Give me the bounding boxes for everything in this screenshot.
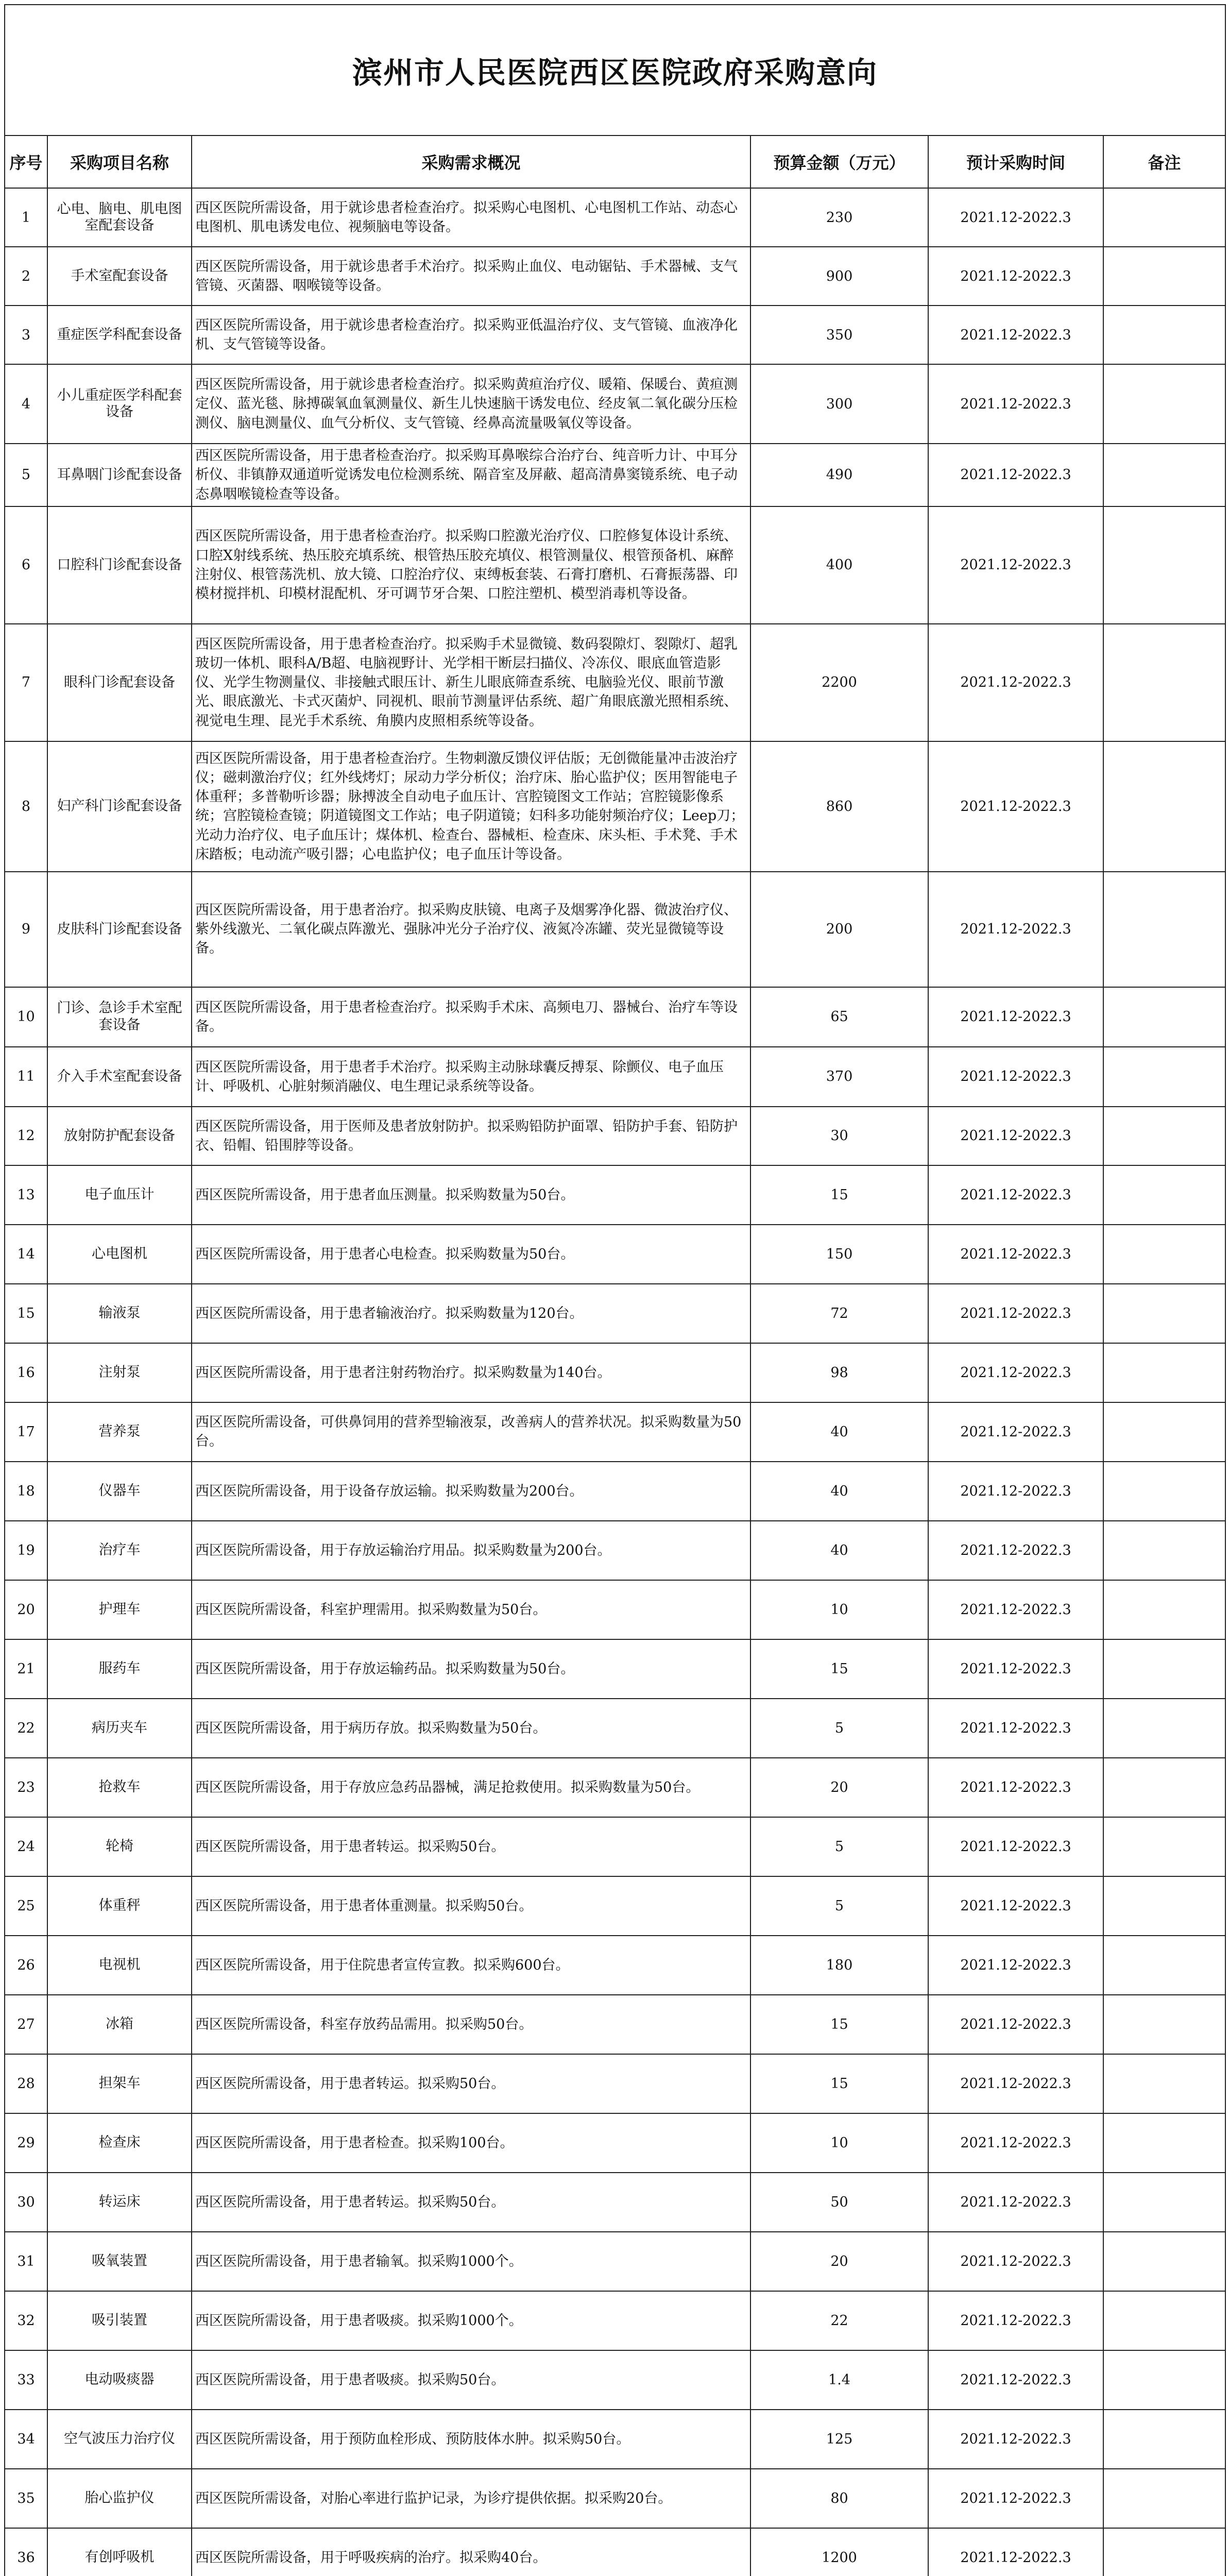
project-name: 营养泵 [47,1402,192,1462]
table-row [5,1876,1225,1936]
table-row [5,1758,1225,1817]
project-name: 有创呼吸机 [47,2528,192,2576]
row-number: 23 [5,1758,47,1817]
procurement-time: 2021.12-2022.3 [928,741,1103,872]
note [1103,1402,1225,1462]
description: 西区医院所需设备，用于就诊患者检查治疗。拟采购亚低温治疗仪、支气管镜、血液净化机、支气管镜等设备。 [192,306,750,364]
row-number: 14 [5,1225,47,1284]
note [1103,2528,1225,2576]
procurement-time: 2021.12-2022.3 [928,987,1103,1047]
row-number: 17 [5,1402,47,1462]
procurement-time: 2021.12-2022.3 [928,1521,1103,1580]
note [1103,2291,1225,2350]
budget-amount: 350 [750,306,928,364]
project-name: 心电、脑电、肌电图室配套设备 [47,188,192,247]
table-row [5,1343,1225,1402]
project-name: 治疗车 [47,1521,192,1580]
note [1103,1107,1225,1165]
header-note: 备注 [1103,135,1225,188]
row-number: 7 [5,624,47,741]
description: 西区医院所需设备，用于患者治疗。拟采购皮肤镜、电离子及烟雾净化器、微波治疗仪、紫外线激光、二氧化碳点阵激光、强脉冲光分子治疗仪、液氮冷冻罐、荧光显微镜等设备。 [192,872,750,987]
row-number: 22 [5,1699,47,1758]
note [1103,1284,1225,1343]
table-row [5,364,1225,444]
table-row [5,1817,1225,1876]
project-name: 转运床 [47,2173,192,2232]
description: 西区医院所需设备，用于患者检查治疗。拟采购耳鼻喉综合治疗台、纯音听力计、中耳分析仪、非镇静双通道听觉诱发电位检测系统、隔音室及屏蔽、超高清鼻窦镜系统、电子动态鼻咽喉镜检查等设备。 [192,444,750,506]
project-name: 病历夹车 [47,1699,192,1758]
procurement-time: 2021.12-2022.3 [928,1936,1103,1995]
header-budget: 预算金额（万元） [750,135,928,188]
budget-amount: 72 [750,1284,928,1343]
project-name: 吸引装置 [47,2291,192,2350]
table-body [5,188,1225,2576]
project-name: 仪器车 [47,1462,192,1521]
project-name: 重症医学科配套设备 [47,306,192,364]
row-number: 15 [5,1284,47,1343]
description: 西区医院所需设备，用于患者转运。拟采购50台。 [192,2173,750,2232]
description: 西区医院所需设备，用于患者注射药物治疗。拟采购数量为140台。 [192,1343,750,1402]
row-number: 2 [5,247,47,306]
budget-amount: 1.4 [750,2350,928,2410]
project-name: 电动吸痰器 [47,2350,192,2410]
row-number: 1 [5,188,47,247]
description: 西区医院所需设备，用于患者转运。拟采购50台。 [192,2054,750,2113]
table-row [5,2469,1225,2528]
note [1103,1165,1225,1225]
row-number: 3 [5,306,47,364]
header-project-name: 采购项目名称 [47,135,192,188]
table-row [5,2350,1225,2410]
row-number: 13 [5,1165,47,1225]
project-name: 电视机 [47,1936,192,1995]
row-number: 34 [5,2410,47,2469]
row-number: 35 [5,2469,47,2528]
table-row [5,1165,1225,1225]
budget-amount: 2200 [750,624,928,741]
note [1103,1639,1225,1699]
table-row [5,306,1225,364]
procurement-time: 2021.12-2022.3 [928,2469,1103,2528]
procurement-time: 2021.12-2022.3 [928,1462,1103,1521]
procurement-time: 2021.12-2022.3 [928,506,1103,624]
table-row [5,1462,1225,1521]
procurement-time: 2021.12-2022.3 [928,2173,1103,2232]
note [1103,2232,1225,2291]
description: 西区医院所需设备，用于患者吸痰。拟采购50台。 [192,2350,750,2410]
description: 西区医院所需设备，用于预防血栓形成、预防肢体水肿。拟采购50台。 [192,2410,750,2469]
row-number: 4 [5,364,47,444]
note [1103,2410,1225,2469]
table-row [5,1936,1225,1995]
description: 西区医院所需设备，用于患者血压测量。拟采购数量为50台。 [192,1165,750,1225]
note [1103,1462,1225,1521]
budget-amount: 300 [750,364,928,444]
budget-amount: 22 [750,2291,928,2350]
table-row [5,1639,1225,1699]
table-row [5,872,1225,987]
description: 西区医院所需设备，用于就诊患者检查治疗。拟采购心电图机、心电图机工作站、动态心电图机、肌电诱发电位、视频脑电等设备。 [192,188,750,247]
description: 西区医院所需设备，用于患者检查治疗。拟采购手术床、高频电刀、器械台、治疗车等设备。 [192,987,750,1047]
procurement-time: 2021.12-2022.3 [928,2232,1103,2291]
project-name: 小儿重症医学科配套设备 [47,364,192,444]
procurement-time: 2021.12-2022.3 [928,1758,1103,1817]
header-no: 序号 [5,135,47,188]
procurement-time: 2021.12-2022.3 [928,2113,1103,2173]
description: 西区医院所需设备，用于医师及患者放射防护。拟采购铅防护面罩、铅防护手套、铅防护衣、铅帽、铅围脖等设备。 [192,1107,750,1165]
description: 西区医院所需设备，用于患者检查治疗。拟采购口腔激光治疗仪、口腔修复体设计系统、口腔X射线系统、热压胶充填系统、根管热压胶充填仪、根管测量仪、根管预备机、麻醉注射仪、根管荡洗机、放大镜、口腔治疗仪、束缚板套装、石膏打磨机、石膏振荡器、印模材搅拌机、印模材混配机、牙可调节牙合架、口腔注塑机、模型消毒机等设备。 [192,506,750,624]
procurement-time: 2021.12-2022.3 [928,2054,1103,2113]
procurement-time: 2021.12-2022.3 [928,1047,1103,1107]
row-number: 30 [5,2173,47,2232]
budget-amount: 15 [750,1165,928,1225]
note [1103,624,1225,741]
procurement-time: 2021.12-2022.3 [928,872,1103,987]
note [1103,1995,1225,2054]
budget-amount: 50 [750,2173,928,2232]
table-row [5,2528,1225,2576]
description: 西区医院所需设备，科室存放药品需用。拟采购50台。 [192,1995,750,2054]
project-name: 服药车 [47,1639,192,1699]
project-name: 空气波压力治疗仪 [47,2410,192,2469]
description: 西区医院所需设备，用于存放运输药品。拟采购数量为50台。 [192,1639,750,1699]
budget-amount: 490 [750,444,928,506]
row-number: 20 [5,1580,47,1639]
description: 西区医院所需设备，用于患者输氧。拟采购1000个。 [192,2232,750,2291]
description: 西区医院所需设备，用于病历存放。拟采购数量为50台。 [192,1699,750,1758]
row-number: 26 [5,1936,47,1995]
description: 西区医院所需设备，对胎心率进行监护记录，为诊疗提供依据。拟采购20台。 [192,2469,750,2528]
table-row [5,2054,1225,2113]
budget-amount: 80 [750,2469,928,2528]
note [1103,1047,1225,1107]
table-row [5,1225,1225,1284]
procurement-time: 2021.12-2022.3 [928,2350,1103,2410]
table-row [5,2232,1225,2291]
note [1103,987,1225,1047]
table-row [5,1580,1225,1639]
table-row [5,2410,1225,2469]
project-name: 耳鼻咽门诊配套设备 [47,444,192,506]
table-row [5,1047,1225,1107]
row-number: 29 [5,2113,47,2173]
note [1103,247,1225,306]
procurement-time: 2021.12-2022.3 [928,2410,1103,2469]
note [1103,2469,1225,2528]
budget-amount: 20 [750,2232,928,2291]
project-name: 吸氧装置 [47,2232,192,2291]
row-number: 6 [5,506,47,624]
table-header-row [5,135,1225,188]
budget-amount: 150 [750,1225,928,1284]
project-name: 心电图机 [47,1225,192,1284]
budget-amount: 15 [750,1639,928,1699]
note [1103,1225,1225,1284]
budget-amount: 230 [750,188,928,247]
table-row [5,1521,1225,1580]
budget-amount: 30 [750,1107,928,1165]
table-row [5,624,1225,741]
budget-amount: 370 [750,1047,928,1107]
row-number: 33 [5,2350,47,2410]
budget-amount: 400 [750,506,928,624]
description: 西区医院所需设备，用于患者检查。拟采购100台。 [192,2113,750,2173]
row-number: 19 [5,1521,47,1580]
budget-amount: 900 [750,247,928,306]
budget-amount: 5 [750,1699,928,1758]
note [1103,1699,1225,1758]
row-number: 21 [5,1639,47,1699]
procurement-time: 2021.12-2022.3 [928,364,1103,444]
description: 西区医院所需设备，科室护理需用。拟采购数量为50台。 [192,1580,750,1639]
project-name: 门诊、急诊手术室配套设备 [47,987,192,1047]
table-row [5,2173,1225,2232]
project-name: 输液泵 [47,1284,192,1343]
budget-amount: 125 [750,2410,928,2469]
table-row [5,444,1225,506]
document-sheet [4,4,1225,2576]
procurement-time: 2021.12-2022.3 [928,2528,1103,2576]
note [1103,2173,1225,2232]
procurement-time: 2021.12-2022.3 [928,1284,1103,1343]
table-row [5,247,1225,306]
description: 西区医院所需设备，用于患者转运。拟采购50台。 [192,1817,750,1876]
budget-amount: 40 [750,1402,928,1462]
project-name: 检查床 [47,2113,192,2173]
row-number: 25 [5,1876,47,1936]
description: 西区医院所需设备，用于住院患者宣传宣教。拟采购600台。 [192,1936,750,1995]
procurement-time: 2021.12-2022.3 [928,1580,1103,1639]
procurement-table [4,4,1226,2576]
procurement-time: 2021.12-2022.3 [928,1995,1103,2054]
procurement-time: 2021.12-2022.3 [928,1165,1103,1225]
row-number: 36 [5,2528,47,2576]
project-name: 手术室配套设备 [47,247,192,306]
procurement-time: 2021.12-2022.3 [928,1107,1103,1165]
table-row [5,2291,1225,2350]
note [1103,1817,1225,1876]
procurement-time: 2021.12-2022.3 [928,444,1103,506]
budget-amount: 5 [750,1817,928,1876]
table-row [5,1995,1225,2054]
project-name: 抢救车 [47,1758,192,1817]
header-time: 预计采购时间 [928,135,1103,188]
project-name: 电子血压计 [47,1165,192,1225]
note [1103,506,1225,624]
project-name: 皮肤科门诊配套设备 [47,872,192,987]
note [1103,2054,1225,2113]
description: 西区医院所需设备，用于患者心电检查。拟采购数量为50台。 [192,1225,750,1284]
row-number: 32 [5,2291,47,2350]
description: 西区医院所需设备，用于患者检查治疗。生物刺激反馈仪评估版；无创微能量冲击波治疗仪；磁刺激治疗仪；红外线烤灯；尿动力学分析仪；治疗床、胎心监护仪；医用智能电子体重秤；多普勒听诊器；脉搏波全自动电子血压计、宫腔镜图文工作站；宫腔镜影像系统；宫腔镜检查镜；阴道镜图文工作站；电子阴道镜；妇科多功能射频治疗仪；Leep刀；光动力治疗仪、电子血压计；煤体机、检查台、器械柜、检查床、床头柜、手术凳、手术床踏板；电动流产吸引器；心电监护仪；电子血压计等设备。 [192,741,750,872]
description: 西区医院所需设备，用于患者检查治疗。拟采购手术显微镜、数码裂隙灯、裂隙灯、超乳玻切一体机、眼科A/B超、电脑视野计、光学相干断层扫描仪、冷冻仪、眼底血管造影仪、光学生物测量仪、非接触式眼压计、新生儿眼底筛查系统、电脑验光仪、眼前节激光、眼底激光、卡式灭菌炉、同视机、眼前节测量评估系统、超广角眼底激光照相系统、视觉电生理、昆光手术系统、角膜内皮照相系统等设备。 [192,624,750,741]
note [1103,306,1225,364]
budget-amount: 40 [750,1521,928,1580]
project-name: 护理车 [47,1580,192,1639]
project-name: 眼科门诊配套设备 [47,624,192,741]
budget-amount: 200 [750,872,928,987]
description: 西区医院所需设备，用于患者吸痰。拟采购1000个。 [192,2291,750,2350]
note [1103,2113,1225,2173]
budget-amount: 5 [750,1876,928,1936]
row-number: 5 [5,444,47,506]
procurement-time: 2021.12-2022.3 [928,1876,1103,1936]
row-number: 11 [5,1047,47,1107]
procurement-time: 2021.12-2022.3 [928,1402,1103,1462]
project-name: 担架车 [47,2054,192,2113]
note [1103,1936,1225,1995]
row-number: 24 [5,1817,47,1876]
row-number: 9 [5,872,47,987]
note [1103,444,1225,506]
note [1103,872,1225,987]
description: 西区医院所需设备，用于就诊患者手术治疗。拟采购止血仪、电动锯钻、手术器械、支气管镜、灭菌器、咽喉镜等设备。 [192,247,750,306]
description: 西区医院所需设备，用于存放运输治疗用品。拟采购数量为200台。 [192,1521,750,1580]
description: 西区医院所需设备，可供鼻饲用的营养型输液泵，改善病人的营养状况。拟采购数量为50台。 [192,1402,750,1462]
project-name: 冰箱 [47,1995,192,2054]
project-name: 放射防护配套设备 [47,1107,192,1165]
budget-amount: 10 [750,2113,928,2173]
row-number: 27 [5,1995,47,2054]
row-number: 18 [5,1462,47,1521]
table-row [5,1402,1225,1462]
budget-amount: 40 [750,1462,928,1521]
project-name: 口腔科门诊配套设备 [47,506,192,624]
budget-amount: 98 [750,1343,928,1402]
budget-amount: 15 [750,1995,928,2054]
description: 西区医院所需设备，用于患者输液治疗。拟采购数量为120台。 [192,1284,750,1343]
procurement-time: 2021.12-2022.3 [928,1343,1103,1402]
procurement-time: 2021.12-2022.3 [928,1639,1103,1699]
note [1103,1521,1225,1580]
row-number: 10 [5,987,47,1047]
note [1103,188,1225,247]
project-name: 胎心监护仪 [47,2469,192,2528]
table-row [5,2113,1225,2173]
budget-amount: 180 [750,1936,928,1995]
table-row [5,1284,1225,1343]
procurement-time: 2021.12-2022.3 [928,2291,1103,2350]
description: 西区医院所需设备，用于患者手术治疗。拟采购主动脉球囊反搏泵、除颤仪、电子血压计、呼吸机、心脏射频消融仪、电生理记录系统等设备。 [192,1047,750,1107]
procurement-time: 2021.12-2022.3 [928,1225,1103,1284]
procurement-time: 2021.12-2022.3 [928,247,1103,306]
note [1103,1876,1225,1936]
document-title: 滨州市人民医院西区医院政府采购意向 [5,5,1225,135]
description: 西区医院所需设备，用于设备存放运输。拟采购数量为200台。 [192,1462,750,1521]
project-name: 妇产科门诊配套设备 [47,741,192,872]
budget-amount: 15 [750,2054,928,2113]
procurement-time: 2021.12-2022.3 [928,1817,1103,1876]
note [1103,364,1225,444]
note [1103,2350,1225,2410]
note [1103,1580,1225,1639]
row-number: 31 [5,2232,47,2291]
budget-amount: 1200 [750,2528,928,2576]
procurement-time: 2021.12-2022.3 [928,624,1103,741]
budget-amount: 20 [750,1758,928,1817]
budget-amount: 65 [750,987,928,1047]
row-number: 28 [5,2054,47,2113]
budget-amount: 860 [750,741,928,872]
project-name: 轮椅 [47,1817,192,1876]
header-description: 采购需求概况 [192,135,750,188]
description: 西区医院所需设备，用于就诊患者检查治疗。拟采购黄疸治疗仪、暖箱、保暖台、黄疸测定仪、蓝光毯、脉搏碳氧血氧测量仪、新生儿快速脑干诱发电位、经皮氧二氧化碳分压检测仪、脑电测量仪、血气分析仪、支气管镜、经鼻高流量吸氧仪等设备。 [192,364,750,444]
row-number: 16 [5,1343,47,1402]
row-number: 12 [5,1107,47,1165]
note [1103,1758,1225,1817]
project-name: 介入手术室配套设备 [47,1047,192,1107]
row-number: 8 [5,741,47,872]
description: 西区医院所需设备，用于存放应急药品器械，满足抢救使用。拟采购数量为50台。 [192,1758,750,1817]
description: 西区医院所需设备，用于呼吸疾病的治疗。拟采购40台。 [192,2528,750,2576]
note [1103,1343,1225,1402]
description: 西区医院所需设备，用于患者体重测量。拟采购50台。 [192,1876,750,1936]
note [1103,741,1225,872]
table-row [5,506,1225,624]
table-row [5,1699,1225,1758]
project-name: 体重秤 [47,1876,192,1936]
procurement-time: 2021.12-2022.3 [928,188,1103,247]
procurement-time: 2021.12-2022.3 [928,1699,1103,1758]
table-row [5,188,1225,247]
procurement-time: 2021.12-2022.3 [928,306,1103,364]
table-row [5,741,1225,872]
table-row [5,1107,1225,1165]
table-row [5,987,1225,1047]
project-name: 注射泵 [47,1343,192,1402]
budget-amount: 10 [750,1580,928,1639]
